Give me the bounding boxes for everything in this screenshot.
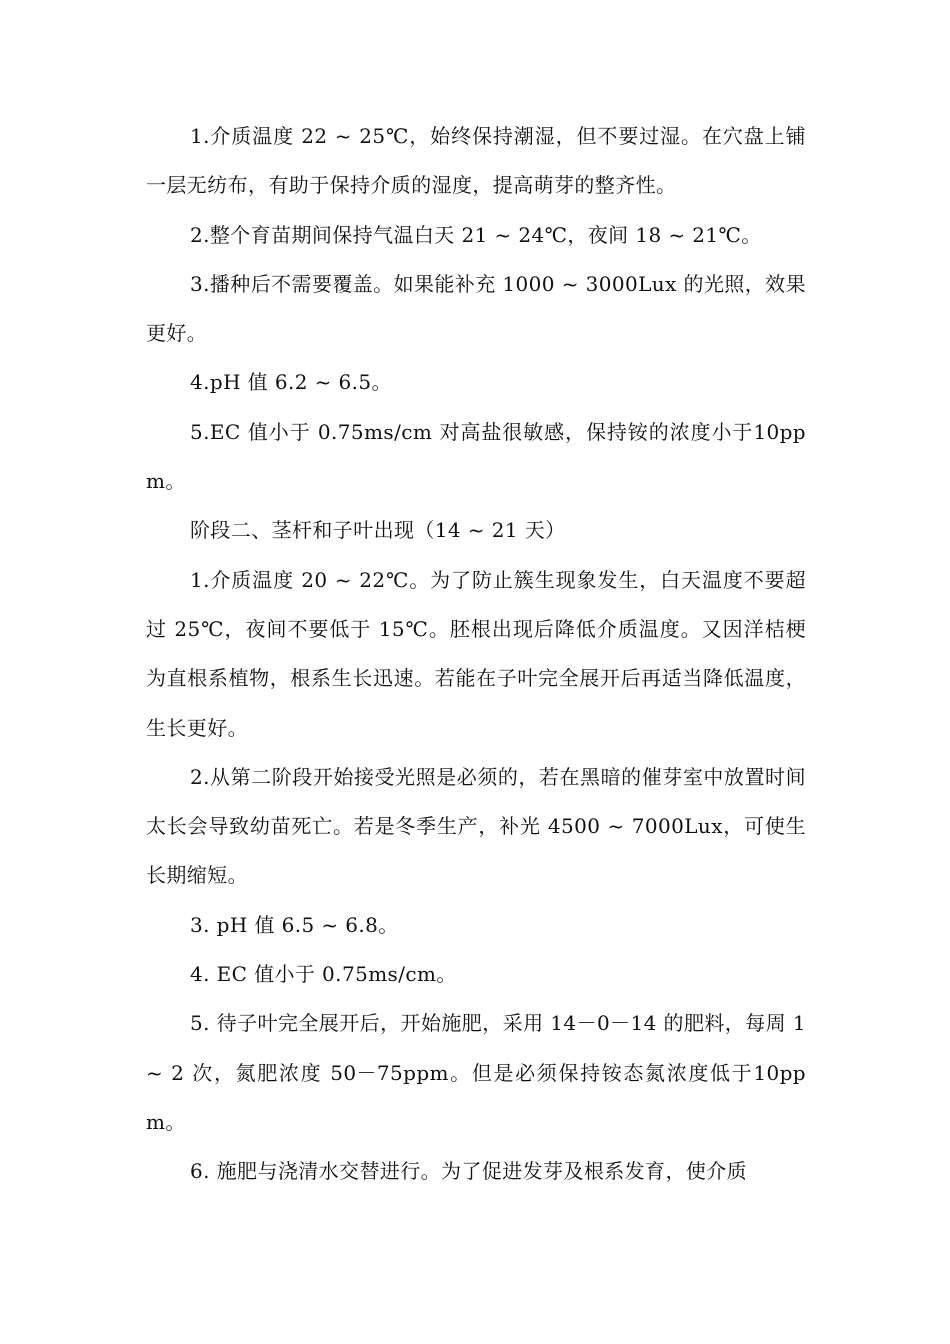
- paragraph-stage2-item4: 4. EC 值小于 0.75ms/cm。: [190, 962, 457, 987]
- paragraph-stage2-item5: 5. 待子叶完全展开后，开始施肥，采用 14－0－14 的肥料，每周 1 ~ 2 次，氮肥浓度 50－75ppm。但是必须保持铵态氮浓度低于10ppm。: [146, 1011, 806, 1134]
- paragraph-stage1-item5: 5.EC 值小于 0.75ms/cm 对高盐很敏感，保持铵的浓度小于10ppm。: [146, 419, 806, 494]
- paragraph-stage2-item6: 6. 施肥与浇清水交替进行。为了促进发芽及根系发育，使介质: [190, 1159, 748, 1184]
- paragraph-stage2-item1: 1.介质温度 20 ~ 22℃。为了防止簇生现象发生，白天温度不要超过 25℃，夜间不要低于 15℃。胚根出现后降低介质温度。又因洋桔梗为直根系植物，根系生长迅速。若能在子叶完全展开后再适当降低温度，生长更好。: [146, 567, 806, 740]
- document-body: [146, 112, 806, 1197]
- paragraph-stage2-item2: 2.从第二阶段开始接受光照是必须的，若在黑暗的催芽室中放置时间太长会导致幼苗死亡。若是冬季生产，补光 4500 ~ 7000Lux，可使生长期缩短。: [146, 764, 806, 888]
- section-heading-stage2: 阶段二、茎杆和子叶出现（14 ~ 21 天）: [190, 518, 566, 543]
- paragraph-stage1-item3: 3.播种后不需要覆盖。如果能补充 1000 ~ 3000Lux 的光照，效果更好。: [146, 271, 806, 346]
- paragraph-stage1-item4: 4.pH 值 6.2 ~ 6.5。: [190, 370, 392, 395]
- paragraph-stage2-item3: 3. pH 值 6.5 ~ 6.8。: [190, 912, 399, 937]
- paragraph-stage1-item1: 1.介质温度 22 ~ 25℃，始终保持潮湿，但不要过湿。在穴盘上铺一层无纺布，有助于保持介质的湿度，提高萌芽的整齐性。: [146, 124, 806, 198]
- paragraph-stage1-item2: 2.整个育苗期间保持气温白天 21 ~ 24℃，夜间 18 ~ 21℃。: [190, 222, 762, 247]
